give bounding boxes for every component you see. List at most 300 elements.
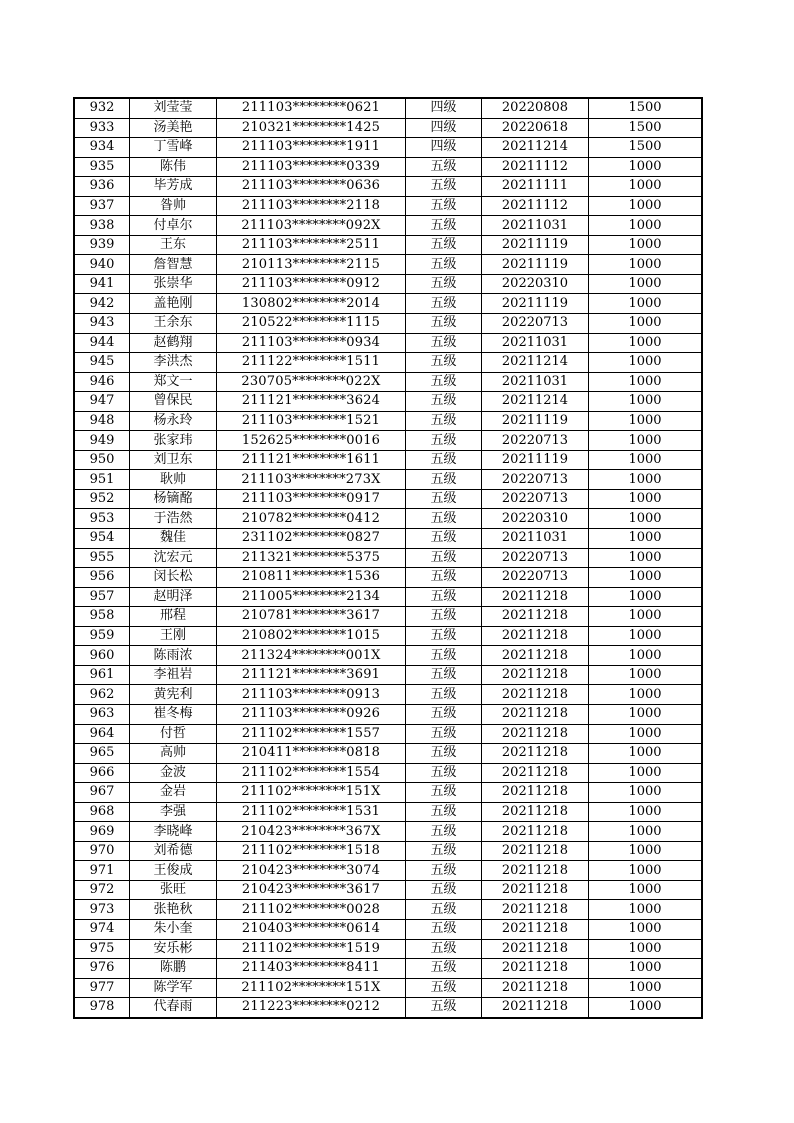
level-cell: 五级 [406, 450, 482, 470]
name-cell: 丁雪峰 [130, 138, 217, 158]
name-cell: 王余东 [130, 314, 217, 334]
row-number-cell: 964 [74, 724, 130, 744]
row-number-cell: 934 [74, 138, 130, 158]
row-number-cell: 950 [74, 450, 130, 470]
date-cell: 20211218 [482, 939, 589, 959]
table-row [74, 314, 702, 334]
date-cell: 20220713 [482, 314, 589, 334]
amount-cell: 1500 [589, 118, 703, 138]
level-cell: 五级 [406, 763, 482, 783]
id-number-cell: 210811********1536 [217, 568, 406, 588]
amount-cell: 1000 [589, 587, 703, 607]
table-row [74, 959, 702, 979]
name-cell: 张旺 [130, 880, 217, 900]
id-number-cell: 211103********2511 [217, 235, 406, 255]
name-cell: 高帅 [130, 744, 217, 764]
id-number-cell: 211103********092X [217, 216, 406, 236]
table-row [74, 998, 702, 1018]
level-cell: 五级 [406, 724, 482, 744]
date-cell: 20211031 [482, 529, 589, 549]
table-row [74, 353, 702, 373]
amount-cell: 1000 [589, 177, 703, 197]
amount-cell: 1000 [589, 411, 703, 431]
level-cell: 五级 [406, 626, 482, 646]
row-number-cell: 962 [74, 685, 130, 705]
date-cell: 20211119 [482, 450, 589, 470]
date-cell: 20211218 [482, 978, 589, 998]
id-number-cell: 211102********0028 [217, 900, 406, 920]
date-cell: 20220808 [482, 98, 589, 118]
level-cell: 四级 [406, 138, 482, 158]
row-number-cell: 936 [74, 177, 130, 197]
id-number-cell: 211103********0339 [217, 157, 406, 177]
level-cell: 五级 [406, 255, 482, 275]
level-cell: 五级 [406, 861, 482, 881]
amount-cell: 1000 [589, 450, 703, 470]
name-cell: 汤美艳 [130, 118, 217, 138]
row-number-cell: 960 [74, 646, 130, 666]
table-row [74, 587, 702, 607]
id-number-cell: 211103********1911 [217, 138, 406, 158]
name-cell: 沈宏元 [130, 548, 217, 568]
date-cell: 20211218 [482, 665, 589, 685]
level-cell: 五级 [406, 841, 482, 861]
name-cell: 王刚 [130, 626, 217, 646]
amount-cell: 1000 [589, 314, 703, 334]
level-cell: 五级 [406, 998, 482, 1018]
amount-cell: 1000 [589, 255, 703, 275]
level-cell: 五级 [406, 372, 482, 392]
table-row [74, 529, 702, 549]
table-row [74, 177, 702, 197]
row-number-cell: 943 [74, 314, 130, 334]
row-number-cell: 949 [74, 431, 130, 451]
row-number-cell: 959 [74, 626, 130, 646]
date-cell: 20211218 [482, 607, 589, 627]
name-cell: 毕芳成 [130, 177, 217, 197]
name-cell: 郑文一 [130, 372, 217, 392]
row-number-cell: 973 [74, 900, 130, 920]
id-number-cell: 210321********1425 [217, 118, 406, 138]
table-row [74, 470, 702, 490]
table-row [74, 861, 702, 881]
row-number-cell: 947 [74, 392, 130, 412]
table-row [74, 255, 702, 275]
id-number-cell: 211321********5375 [217, 548, 406, 568]
date-cell: 20211031 [482, 216, 589, 236]
row-number-cell: 955 [74, 548, 130, 568]
name-cell: 安乐彬 [130, 939, 217, 959]
name-cell: 代春雨 [130, 998, 217, 1018]
id-number-cell: 210113********2115 [217, 255, 406, 275]
id-number-cell: 211103********0912 [217, 274, 406, 294]
id-number-cell: 210423********367X [217, 822, 406, 842]
date-cell: 20211218 [482, 685, 589, 705]
amount-cell: 1000 [589, 998, 703, 1018]
level-cell: 四级 [406, 118, 482, 138]
row-number-cell: 952 [74, 489, 130, 509]
amount-cell: 1000 [589, 509, 703, 529]
date-cell: 20211111 [482, 177, 589, 197]
id-number-cell: 210782********0412 [217, 509, 406, 529]
id-number-cell: 211102********151X [217, 978, 406, 998]
name-cell: 赵明泽 [130, 587, 217, 607]
date-cell: 20211218 [482, 900, 589, 920]
row-number-cell: 940 [74, 255, 130, 275]
id-number-cell: 211121********1611 [217, 450, 406, 470]
level-cell: 五级 [406, 294, 482, 314]
amount-cell: 1000 [589, 333, 703, 353]
row-number-cell: 939 [74, 235, 130, 255]
row-number-cell: 976 [74, 959, 130, 979]
level-cell: 五级 [406, 939, 482, 959]
table-row [74, 274, 702, 294]
table-row [74, 900, 702, 920]
id-number-cell: 211103********0621 [217, 98, 406, 118]
table-row [74, 431, 702, 451]
id-number-cell: 210423********3074 [217, 861, 406, 881]
table-body [74, 98, 702, 1018]
name-cell: 魏佳 [130, 529, 217, 549]
row-number-cell: 935 [74, 157, 130, 177]
table-row [74, 607, 702, 627]
amount-cell: 1500 [589, 138, 703, 158]
id-number-cell: 130802********2014 [217, 294, 406, 314]
amount-cell: 1000 [589, 861, 703, 881]
name-cell: 张崇华 [130, 274, 217, 294]
name-cell: 金波 [130, 763, 217, 783]
amount-cell: 1500 [589, 98, 703, 118]
name-cell: 刘卫东 [130, 450, 217, 470]
amount-cell: 1000 [589, 489, 703, 509]
date-cell: 20220713 [482, 470, 589, 490]
level-cell: 五级 [406, 548, 482, 568]
date-cell: 20211218 [482, 724, 589, 744]
date-cell: 20220713 [482, 568, 589, 588]
row-number-cell: 970 [74, 841, 130, 861]
date-cell: 20211218 [482, 880, 589, 900]
date-cell: 20220713 [482, 431, 589, 451]
id-number-cell: 230705********022X [217, 372, 406, 392]
date-cell: 20211119 [482, 255, 589, 275]
row-number-cell: 948 [74, 411, 130, 431]
row-number-cell: 968 [74, 802, 130, 822]
level-cell: 五级 [406, 685, 482, 705]
name-cell: 李晓峰 [130, 822, 217, 842]
date-cell: 20220618 [482, 118, 589, 138]
id-number-cell: 210423********3617 [217, 880, 406, 900]
date-cell: 20211214 [482, 138, 589, 158]
amount-cell: 1000 [589, 274, 703, 294]
level-cell: 五级 [406, 353, 482, 373]
level-cell: 五级 [406, 978, 482, 998]
table-row [74, 98, 702, 118]
table-row [74, 626, 702, 646]
id-number-cell: 211102********1557 [217, 724, 406, 744]
amount-cell: 1000 [589, 372, 703, 392]
level-cell: 五级 [406, 470, 482, 490]
name-cell: 曾保民 [130, 392, 217, 412]
amount-cell: 1000 [589, 607, 703, 627]
level-cell: 五级 [406, 744, 482, 764]
table-row [74, 802, 702, 822]
row-number-cell: 978 [74, 998, 130, 1018]
date-cell: 20211218 [482, 861, 589, 881]
level-cell: 五级 [406, 587, 482, 607]
date-cell: 20220310 [482, 274, 589, 294]
level-cell: 五级 [406, 509, 482, 529]
amount-cell: 1000 [589, 353, 703, 373]
row-number-cell: 963 [74, 704, 130, 724]
id-number-cell: 231102********0827 [217, 529, 406, 549]
id-number-cell: 211103********1521 [217, 411, 406, 431]
date-cell: 20211218 [482, 783, 589, 803]
name-cell: 付哲 [130, 724, 217, 744]
row-number-cell: 969 [74, 822, 130, 842]
level-cell: 五级 [406, 196, 482, 216]
table-row [74, 939, 702, 959]
date-cell: 20211031 [482, 333, 589, 353]
date-cell: 20211031 [482, 372, 589, 392]
amount-cell: 1000 [589, 646, 703, 666]
name-cell: 李祖岩 [130, 665, 217, 685]
row-number-cell: 951 [74, 470, 130, 490]
level-cell: 五级 [406, 489, 482, 509]
row-number-cell: 946 [74, 372, 130, 392]
data-table [73, 97, 703, 1019]
id-number-cell: 210403********0614 [217, 919, 406, 939]
name-cell: 李洪杰 [130, 353, 217, 373]
amount-cell: 1000 [589, 704, 703, 724]
table-row [74, 118, 702, 138]
amount-cell: 1000 [589, 685, 703, 705]
table-row [74, 157, 702, 177]
level-cell: 五级 [406, 880, 482, 900]
id-number-cell: 211121********3624 [217, 392, 406, 412]
table-row [74, 372, 702, 392]
name-cell: 昝帅 [130, 196, 217, 216]
id-number-cell: 211122********1511 [217, 353, 406, 373]
id-number-cell: 211103********0913 [217, 685, 406, 705]
amount-cell: 1000 [589, 919, 703, 939]
id-number-cell: 211102********1554 [217, 763, 406, 783]
date-cell: 20220310 [482, 509, 589, 529]
table-row [74, 548, 702, 568]
level-cell: 五级 [406, 177, 482, 197]
level-cell: 五级 [406, 314, 482, 334]
amount-cell: 1000 [589, 665, 703, 685]
id-number-cell: 211121********3691 [217, 665, 406, 685]
row-number-cell: 975 [74, 939, 130, 959]
date-cell: 20211214 [482, 353, 589, 373]
amount-cell: 1000 [589, 939, 703, 959]
table-row [74, 704, 702, 724]
amount-cell: 1000 [589, 548, 703, 568]
row-number-cell: 961 [74, 665, 130, 685]
table-row [74, 450, 702, 470]
level-cell: 四级 [406, 98, 482, 118]
date-cell: 20211218 [482, 763, 589, 783]
date-cell: 20211214 [482, 392, 589, 412]
table-row [74, 489, 702, 509]
date-cell: 20211119 [482, 411, 589, 431]
table-row [74, 294, 702, 314]
row-number-cell: 942 [74, 294, 130, 314]
amount-cell: 1000 [589, 900, 703, 920]
date-cell: 20211218 [482, 626, 589, 646]
row-number-cell: 977 [74, 978, 130, 998]
row-number-cell: 945 [74, 353, 130, 373]
name-cell: 盖艳刚 [130, 294, 217, 314]
table-row [74, 685, 702, 705]
name-cell: 刘莹莹 [130, 98, 217, 118]
amount-cell: 1000 [589, 294, 703, 314]
level-cell: 五级 [406, 274, 482, 294]
level-cell: 五级 [406, 919, 482, 939]
date-cell: 20220713 [482, 548, 589, 568]
amount-cell: 1000 [589, 235, 703, 255]
amount-cell: 1000 [589, 744, 703, 764]
date-cell: 20211218 [482, 587, 589, 607]
row-number-cell: 957 [74, 587, 130, 607]
row-number-cell: 965 [74, 744, 130, 764]
level-cell: 五级 [406, 568, 482, 588]
name-cell: 耿帅 [130, 470, 217, 490]
row-number-cell: 956 [74, 568, 130, 588]
name-cell: 陈鹏 [130, 959, 217, 979]
table-row [74, 568, 702, 588]
id-number-cell: 211102********1518 [217, 841, 406, 861]
table-row [74, 841, 702, 861]
row-number-cell: 966 [74, 763, 130, 783]
level-cell: 五级 [406, 704, 482, 724]
id-number-cell: 211103********2118 [217, 196, 406, 216]
level-cell: 五级 [406, 235, 482, 255]
table-row [74, 411, 702, 431]
amount-cell: 1000 [589, 763, 703, 783]
table-row [74, 216, 702, 236]
table-row [74, 392, 702, 412]
table-row [74, 333, 702, 353]
row-number-cell: 953 [74, 509, 130, 529]
level-cell: 五级 [406, 959, 482, 979]
level-cell: 五级 [406, 783, 482, 803]
id-number-cell: 211103********0926 [217, 704, 406, 724]
table-row [74, 822, 702, 842]
name-cell: 杨永玲 [130, 411, 217, 431]
id-number-cell: 211005********2134 [217, 587, 406, 607]
date-cell: 20211218 [482, 744, 589, 764]
name-cell: 杨镝酩 [130, 489, 217, 509]
date-cell: 20211218 [482, 704, 589, 724]
name-cell: 金岩 [130, 783, 217, 803]
table-row [74, 978, 702, 998]
name-cell: 付卓尔 [130, 216, 217, 236]
level-cell: 五级 [406, 646, 482, 666]
amount-cell: 1000 [589, 724, 703, 744]
name-cell: 王俊成 [130, 861, 217, 881]
row-number-cell: 938 [74, 216, 130, 236]
level-cell: 五级 [406, 900, 482, 920]
name-cell: 李强 [130, 802, 217, 822]
row-number-cell: 954 [74, 529, 130, 549]
row-number-cell: 958 [74, 607, 130, 627]
id-number-cell: 210781********3617 [217, 607, 406, 627]
amount-cell: 1000 [589, 978, 703, 998]
name-cell: 张家玮 [130, 431, 217, 451]
amount-cell: 1000 [589, 783, 703, 803]
amount-cell: 1000 [589, 880, 703, 900]
id-number-cell: 210411********0818 [217, 744, 406, 764]
table-row [74, 724, 702, 744]
table-row [74, 744, 702, 764]
table-row [74, 763, 702, 783]
date-cell: 20211119 [482, 235, 589, 255]
row-number-cell: 972 [74, 880, 130, 900]
level-cell: 五级 [406, 333, 482, 353]
name-cell: 朱小奎 [130, 919, 217, 939]
amount-cell: 1000 [589, 959, 703, 979]
amount-cell: 1000 [589, 529, 703, 549]
amount-cell: 1000 [589, 157, 703, 177]
table-row [74, 919, 702, 939]
level-cell: 五级 [406, 802, 482, 822]
table-row [74, 138, 702, 158]
row-number-cell: 941 [74, 274, 130, 294]
amount-cell: 1000 [589, 470, 703, 490]
date-cell: 20211119 [482, 294, 589, 314]
row-number-cell: 932 [74, 98, 130, 118]
amount-cell: 1000 [589, 392, 703, 412]
name-cell: 崔冬梅 [130, 704, 217, 724]
id-number-cell: 211103********0636 [217, 177, 406, 197]
table-row [74, 509, 702, 529]
id-number-cell: 211403********8411 [217, 959, 406, 979]
level-cell: 五级 [406, 392, 482, 412]
level-cell: 五级 [406, 157, 482, 177]
row-number-cell: 944 [74, 333, 130, 353]
id-number-cell: 211103********0934 [217, 333, 406, 353]
date-cell: 20211112 [482, 157, 589, 177]
table-row [74, 196, 702, 216]
amount-cell: 1000 [589, 841, 703, 861]
name-cell: 陈雨浓 [130, 646, 217, 666]
row-number-cell: 974 [74, 919, 130, 939]
date-cell: 20211218 [482, 919, 589, 939]
amount-cell: 1000 [589, 626, 703, 646]
date-cell: 20211112 [482, 196, 589, 216]
level-cell: 五级 [406, 607, 482, 627]
date-cell: 20211218 [482, 998, 589, 1018]
level-cell: 五级 [406, 665, 482, 685]
id-number-cell: 211102********1519 [217, 939, 406, 959]
row-number-cell: 971 [74, 861, 130, 881]
table-row [74, 646, 702, 666]
name-cell: 刘希德 [130, 841, 217, 861]
date-cell: 20211218 [482, 802, 589, 822]
table-row [74, 783, 702, 803]
id-number-cell: 211103********273X [217, 470, 406, 490]
name-cell: 于浩然 [130, 509, 217, 529]
table-row [74, 880, 702, 900]
row-number-cell: 967 [74, 783, 130, 803]
name-cell: 闵长松 [130, 568, 217, 588]
id-number-cell: 211102********151X [217, 783, 406, 803]
amount-cell: 1000 [589, 431, 703, 451]
date-cell: 20220713 [482, 489, 589, 509]
table-row [74, 235, 702, 255]
id-number-cell: 211223********0212 [217, 998, 406, 1018]
